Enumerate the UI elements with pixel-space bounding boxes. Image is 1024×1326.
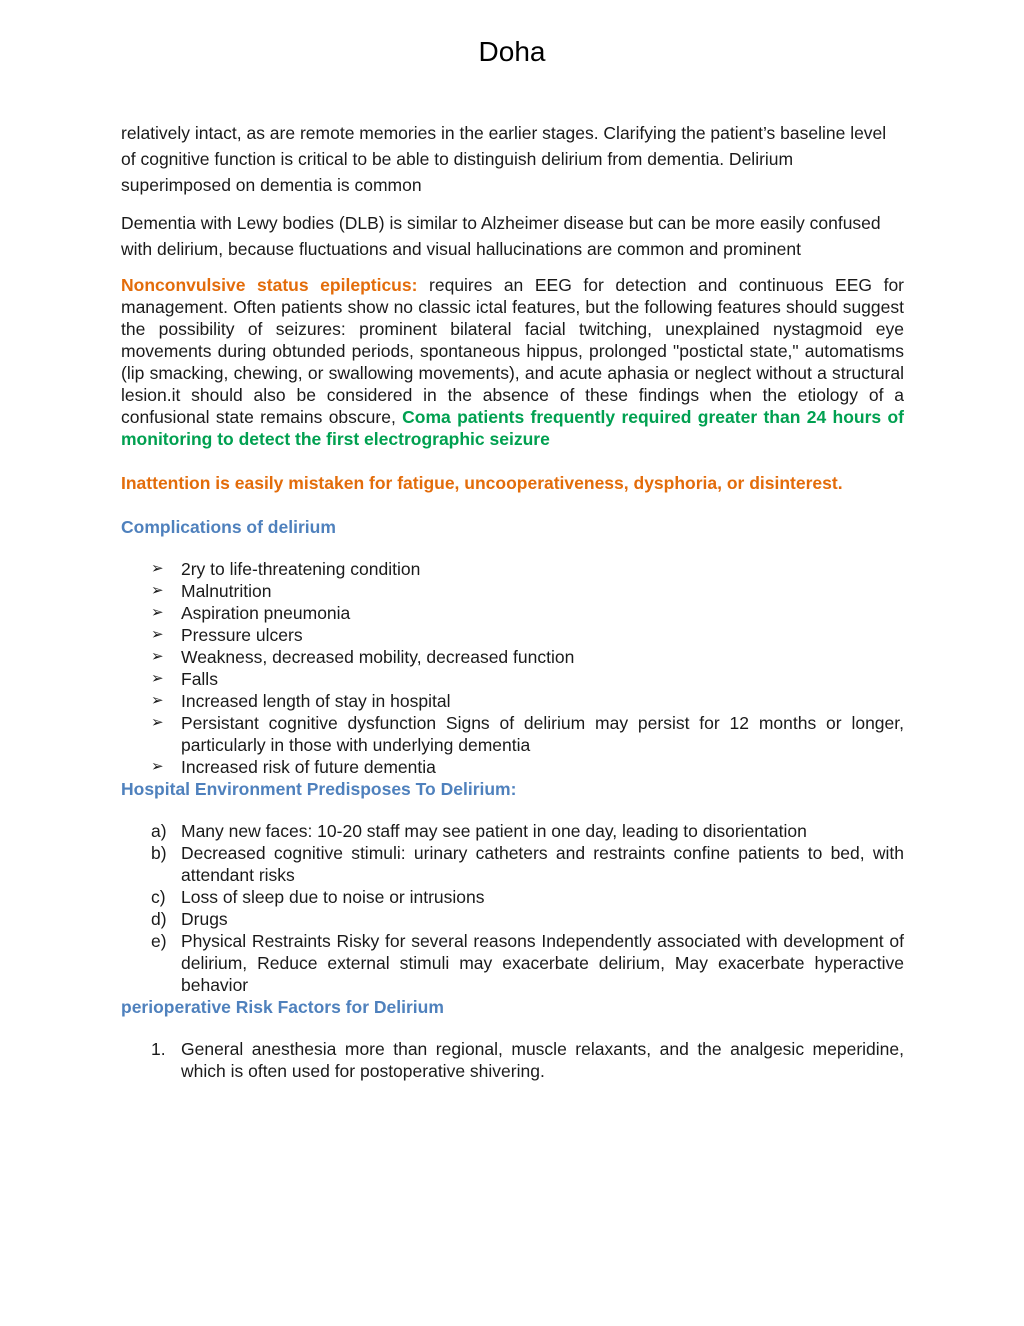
document-body <box>121 120 904 1082</box>
list-item: ➢ Malnutrition <box>151 581 272 601</box>
list-item: ➢ Increased length of stay in hospital <box>151 691 451 711</box>
perioperative-risk-list <box>121 1038 904 1082</box>
list-item: ➢ Falls <box>151 669 218 689</box>
list-item: ➢ Pressure ulcers <box>151 625 303 645</box>
hospital-environment-list <box>121 820 904 996</box>
list-item: c) Loss of sleep due to noise or intrusions <box>151 887 485 907</box>
list-item: ➢ Weakness, decreased mobility, decreased function <box>151 647 575 667</box>
arrow-bullet-icon: ➢ <box>151 560 164 577</box>
arrow-bullet-icon: ➢ <box>151 758 164 775</box>
arrow-bullet-icon: ➢ <box>151 714 164 731</box>
ncse-label: Nonconvulsive status epilepticus: <box>121 275 418 295</box>
list-item: b) Decreased cognitive stimuli: urinary catheters and restraints confine patients to bed, with attendant risks <box>151 843 904 885</box>
list-item: a) Many new faces: 10-20 staff may see patient in one day, leading to disorientation <box>151 821 807 841</box>
list-item: ➢ 2ry to life-threatening condition <box>151 559 421 579</box>
arrow-bullet-icon: ➢ <box>151 626 164 643</box>
arrow-bullet-icon: ➢ <box>151 604 164 621</box>
arrow-bullet-icon: ➢ <box>151 582 164 599</box>
page-header: Doha <box>478 36 546 67</box>
arrow-bullet-icon: ➢ <box>151 692 164 709</box>
heading-hospital-environment: Hospital Environment Predisposes To Delirium: <box>121 779 517 799</box>
heading-complications: Complications of delirium <box>121 517 336 537</box>
arrow-bullet-icon: ➢ <box>151 670 164 687</box>
ncse-coma-note: Coma patients frequently required greater than 24 hours of monitoring to detect the first electrographic seizure <box>121 407 904 449</box>
complications-list <box>121 558 904 778</box>
list-item: ➢ Persistant cognitive dysfunction Signs of delirium may persist for 12 months or longer, particularly in those with underlying dementia <box>151 713 904 755</box>
ncse-text: requires an EEG for detection and continuous EEG for management. Often patients show no classic ictal features, but the following features should suggest the possibility of seizures: prominent bilateral facial twitching, unexplained nystagmoid eye movements during obtunded periods, spontaneous hippus, prolonged "postictal state," automatisms (lip smacking, chewing, or swallowing movements), and acute aphasia or neglect without a structural lesion.it should also be considered in the absence of these findings when the etiology of a confusional state remains obscure, <box>121 275 905 427</box>
paragraph-inattention: Inattention is easily mistaken for fatigue, uncooperativeness, dysphoria, or disinterest. <box>121 473 843 493</box>
paragraph-lewy-bodies: Dementia with Lewy bodies (DLB) is similar to Alzheimer disease but can be more easily confused with delirium, because fluctuations and visual hallucinations are common and prominent <box>121 213 881 259</box>
list-item: ➢ Aspiration pneumonia <box>151 603 351 623</box>
list-item: ➢ Increased risk of future dementia <box>151 757 436 777</box>
paragraph-dementia-baseline: relatively intact, as are remote memories in the earlier stages. Clarifying the patient’s baseline level of cognitive function is critical to be able to distinguish delirium from dementia. Delirium superimposed on dementia is common <box>121 123 887 195</box>
arrow-bullet-icon: ➢ <box>151 648 164 665</box>
list-item: 1. General anesthesia more than regional, muscle relaxants, and the analgesic meperidine, which is often used for postoperative shivering. <box>151 1039 904 1081</box>
list-item: d) Drugs <box>151 909 228 929</box>
paragraph-ncse <box>121 274 904 450</box>
heading-perioperative-risk: perioperative Risk Factors for Delirium <box>121 997 444 1017</box>
list-item: e) Physical Restraints Risky for several reasons Independently associated with development of delirium, Reduce external stimuli may exacerbate delirium, May exacerbate hyperactive behavior <box>151 931 904 995</box>
